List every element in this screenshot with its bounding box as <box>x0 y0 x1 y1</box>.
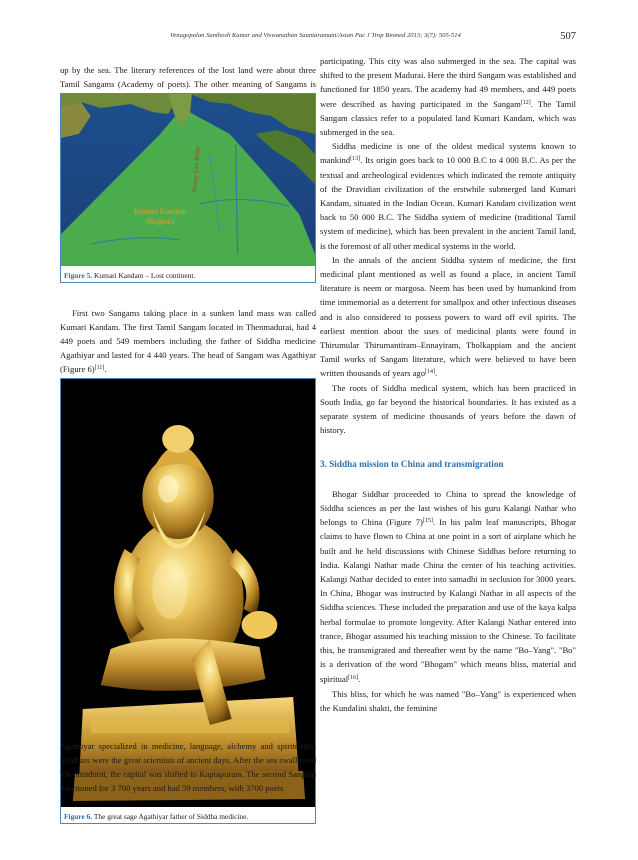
left-paragraph-1: up by the sea. The literary references of the lost land were about three Tamil Sangams (Academy of poets). The other meaning of Sangams is <box>60 64 316 89</box>
figure-5 <box>60 93 316 283</box>
right-paragraph-1: participating. This city was also submerged in the sea. The capital was shifted to the present Madurai. Here the third Sangam was established and functioned for 1850 years. The academy had 49 members, and 449 poets were described as having participated in the Sangam[12]. The Tamil Sangam classics refer to a populated land Kumari Kandam, which was submerged in the sea. <box>320 56 576 138</box>
section-heading: 3. Siddha mission to China and transmigration <box>320 459 504 470</box>
left-paragraph-2: First two Sangams taking place in a sunken land mass was called Kumari Kandam. The first Tamil Sangam located in Thenmadurai, had 4 449 poets and 549 members including the father of Siddha medicine Agathiyar and lasted for 4 440 years. The head of Sangam was Agathiyar (Figure 6)[11]. <box>60 307 316 375</box>
right-paragraph-4: The roots of Siddha medical system, which has been practiced in South India, go far beyond the historical boundaries. It has existed as a separate system of medicine thousands of years before the dawn of history. <box>320 382 576 436</box>
figure-5-caption <box>64 270 312 281</box>
left-paragraph-3: Agathiyar specialized in medicine, language, alchemy and spirituality. Siddhars were the great scientists of ancient days. After the sea swallowed Thenmadurai, the capital was shifted to Kaptapuram. The second Sangam functioned for 3 700 years and had 59 members, with 3700 poets <box>60 740 316 794</box>
right-paragraph-3: In the annals of the ancient Siddha system of medicine, the first medicinal plant mentioned as well as found a place, in ancient Tamil literature is neem or margosa. Neem has been used by humankind from time immemorial as a deterrent for smallpox and other infectious diseases and is also considered to possess powers to ward off evil spirits. The earliest mention about the uses of medicinal plants were found in Thirumular Thirumantiram–Ennayiram, Tholkappiam and the ancient Tamil works of Sangam literature, which were believed to have been written thousands of years ago[14]. <box>320 254 576 379</box>
map-label-ridge: Ninety East Ridge <box>191 144 202 193</box>
figure-6-label: Figure 6. <box>64 812 93 821</box>
right-paragraph-5: Bhogar Siddhar proceeded to China to spread the knowledge of Siddha sciences as per the last wishes of his guru Kalangi Nathar who belongs to China (Figure 7)[15]. In his palm leaf manuscripts, Bhogar claims to have flown to China at one point in a sort of airplane which he built and he held discussions with Chinese Siddhas before returning to India. Kalangi Nathar made China the center of his teaching activities. Kalangi Nathar decided to enter into samadhi in seclusion for 3000 years. In China, Bhogar was instructed by Kalangi Nathar in all aspects of the Siddha sciences. These included the preparation and use of the kaya kalpa herbal formulae to promote longevity. After Kalangi Nathar entered into trance, Bhogar assumed his teaching mission to the Chinese. To facilitate this, he transmigrated and thereafter went by the name "Bo–Yang". "Bo" is a derivation of the word "Bhogam" which means bliss, material and spiritual[16]. <box>320 488 577 685</box>
right-column <box>320 54 576 715</box>
figure-5-label: Figure 5. <box>64 271 93 280</box>
right-paragraph-2: Siddha medicine is one of the oldest medical systems known to mankind[13]. Its origin goes back to 10 000 B.C to 4 000 B.C. As per the textual and archeological evidences which indicated the remote antiquity of the Dravidian civilization of the erstwhile submerged land Kumari Kandam, situated in the Indian Ocean. Kumari Kandam civilization went back to 50 000 B.C. The Siddha system of medicine (traditional Tamil system of medicine), which has been prevalent in the ancient Tamil land, is the foremost of all other medical systems in the world. <box>320 141 576 251</box>
page-number: 507 <box>560 31 576 42</box>
map-label-region: (Region) <box>146 216 175 227</box>
running-head: Venugopalan Santhosh Kumar and Viswanathan Sauntaramani/Asian Pac J Trop Biomed 2013; 3(7): 505-514 <box>170 32 461 39</box>
figure-6-caption-text: The great sage Agathiyar father of Siddha medicine. <box>92 812 249 821</box>
figure-5-caption-text: Kumari Kandam – Lost continent. <box>92 271 196 280</box>
kumari-kandam-map <box>61 94 315 266</box>
map-label-kandam: Kumari Kandam <box>133 206 187 217</box>
right-paragraph-6: This bliss, for which he was named "Bo–Yang" is experienced when the Kundalini shakti, the feminine <box>320 688 576 713</box>
figure-6-caption <box>64 811 312 822</box>
